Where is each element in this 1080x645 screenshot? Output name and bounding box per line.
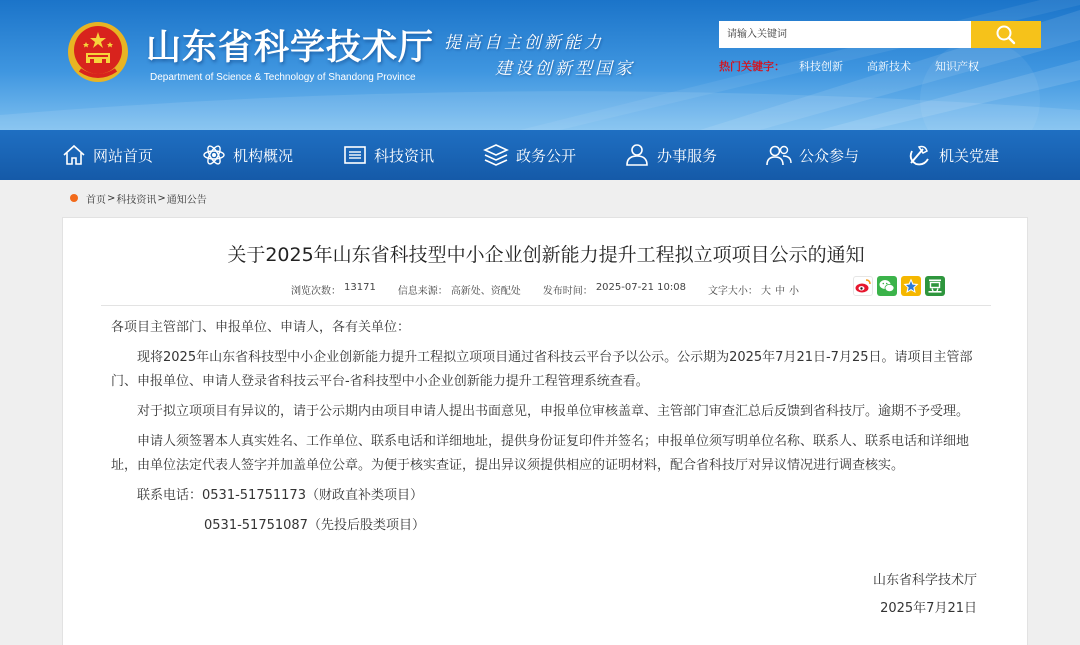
weibo-icon[interactable]	[853, 276, 873, 296]
body-paragraph: 申请人须签署本人真实姓名、工作单位、联系电话和详细地址，提供身份证复印件并签名；申报单位须写明单位名称、联系人、联系电话和详细地址，由单位法定代表人签字并加盖单位公章。为便于核实查证，提出异议须提供相应的证明材料，配合省科技厅对异议情况进行调查核实。	[111, 434, 970, 473]
slogan-line-2: 建设创新型国家	[495, 59, 635, 79]
slogan-line-1: 提高自主创新能力	[444, 33, 604, 53]
font-size-large[interactable]: 大	[760, 286, 771, 297]
contact-phone-2: 0531-51751087（先投后股类项目）	[204, 518, 425, 533]
views-label: 浏览次数：	[291, 286, 341, 297]
search-button[interactable]	[971, 21, 1041, 48]
search-icon	[995, 24, 1017, 46]
contact-phone-1: 0531-51751173（财政直补类项目）	[202, 488, 423, 503]
publish-time-value: 2025-07-21 10:08	[595, 282, 686, 293]
nav-item-label: 公众参与	[799, 146, 860, 165]
user-service-icon	[624, 143, 650, 167]
site-title: 山东省科学技术厅	[146, 27, 435, 68]
hot-keyword-link[interactable]: 知识产权	[935, 60, 979, 73]
body-paragraph: 对于拟立项项目有异议的，请于公示期内由项目申请人提出书面意见，申报单位审核盖章、主管部门审查汇总后反馈到省科技厅。逾期不予受理。	[137, 404, 970, 419]
douban-icon[interactable]	[925, 276, 945, 296]
nav-item-label: 科技资讯	[374, 146, 435, 165]
signature-org: 山东省科学技术厅	[872, 573, 977, 588]
font-size-label: 文字大小：	[707, 286, 758, 297]
share-bar	[853, 276, 945, 296]
nav-item-news[interactable]	[343, 130, 434, 180]
signature-date: 2025年7月21日	[880, 601, 977, 616]
contact-line	[111, 484, 979, 508]
site-header	[0, 0, 1080, 130]
article-body	[111, 316, 979, 538]
main-nav	[0, 130, 1080, 180]
font-size-small[interactable]: 小	[788, 286, 799, 297]
nav-item-services[interactable]	[624, 130, 717, 180]
layers-icon	[483, 143, 509, 167]
hot-keywords-label: 热门关键字：	[719, 60, 785, 73]
users-icon	[766, 143, 792, 167]
nav-item-organization[interactable]	[202, 130, 293, 180]
wechat-icon[interactable]	[877, 276, 897, 296]
breadcrumb-item-notices[interactable]: 通知公告	[166, 194, 207, 206]
greeting: 各项目主管部门、申报单位、申请人，各有关单位：	[111, 320, 411, 335]
breadcrumb-item-news[interactable]: 科技资讯	[116, 194, 157, 206]
hot-keyword-link[interactable]: 科技创新	[799, 60, 843, 73]
contact-label: 联系电话：	[137, 488, 203, 503]
article-title: 关于2025年山东省科技型中小企业创新能力提升工程拟立项项目公示的通知	[227, 244, 865, 266]
publish-time-label: 发布时间：	[542, 286, 593, 297]
newspaper-icon	[343, 144, 367, 166]
national-emblem-icon	[66, 20, 130, 84]
views-count: 13171	[344, 282, 376, 293]
article-panel	[62, 217, 1028, 645]
title-divider	[101, 305, 991, 306]
nav-item-home[interactable]	[62, 130, 153, 180]
nav-item-label: 政务公开	[516, 146, 577, 165]
nav-item-label: 机构概况	[233, 146, 294, 165]
qzone-icon[interactable]	[901, 276, 921, 296]
font-size-medium[interactable]: 中	[774, 286, 785, 297]
nav-item-label: 办事服务	[657, 146, 718, 165]
breadcrumb	[70, 190, 207, 206]
source-label: 信息来源：	[397, 286, 448, 297]
body-paragraph: 现将2025年山东省科技型中小企业创新能力提升工程拟立项项目通过省科技云平台予以公示。公示期为2025年7月21日-7月25日。请项目主管部门、申报单位、申请人登录省科技云平台-省科技型中小企业创新能力提升工程管理系统查看。	[111, 350, 973, 389]
nav-item-label: 机关党建	[939, 146, 1000, 165]
nav-item-party-building[interactable]	[906, 130, 999, 180]
breadcrumb-bullet-icon	[70, 194, 78, 202]
atom-icon	[202, 143, 226, 167]
home-icon	[62, 144, 86, 166]
breadcrumb-item-home[interactable]: 首页	[86, 194, 106, 206]
nav-item-government-affairs[interactable]	[483, 130, 576, 180]
nav-item-public-participation[interactable]	[766, 130, 859, 180]
hot-keywords	[719, 58, 1003, 74]
search-input[interactable]	[719, 21, 971, 48]
site-subtitle: Department of Science & Technology of Shandong Province	[150, 72, 416, 83]
source-value: 高新处、资配处	[450, 286, 521, 297]
hot-keyword-link[interactable]: 高新技术	[867, 60, 911, 73]
breadcrumb-separator: >	[157, 192, 166, 204]
party-emblem-icon	[906, 143, 932, 167]
signature	[873, 572, 977, 628]
nav-item-label: 网站首页	[93, 146, 154, 165]
article-meta	[291, 282, 803, 297]
breadcrumb-separator: >	[107, 192, 116, 204]
